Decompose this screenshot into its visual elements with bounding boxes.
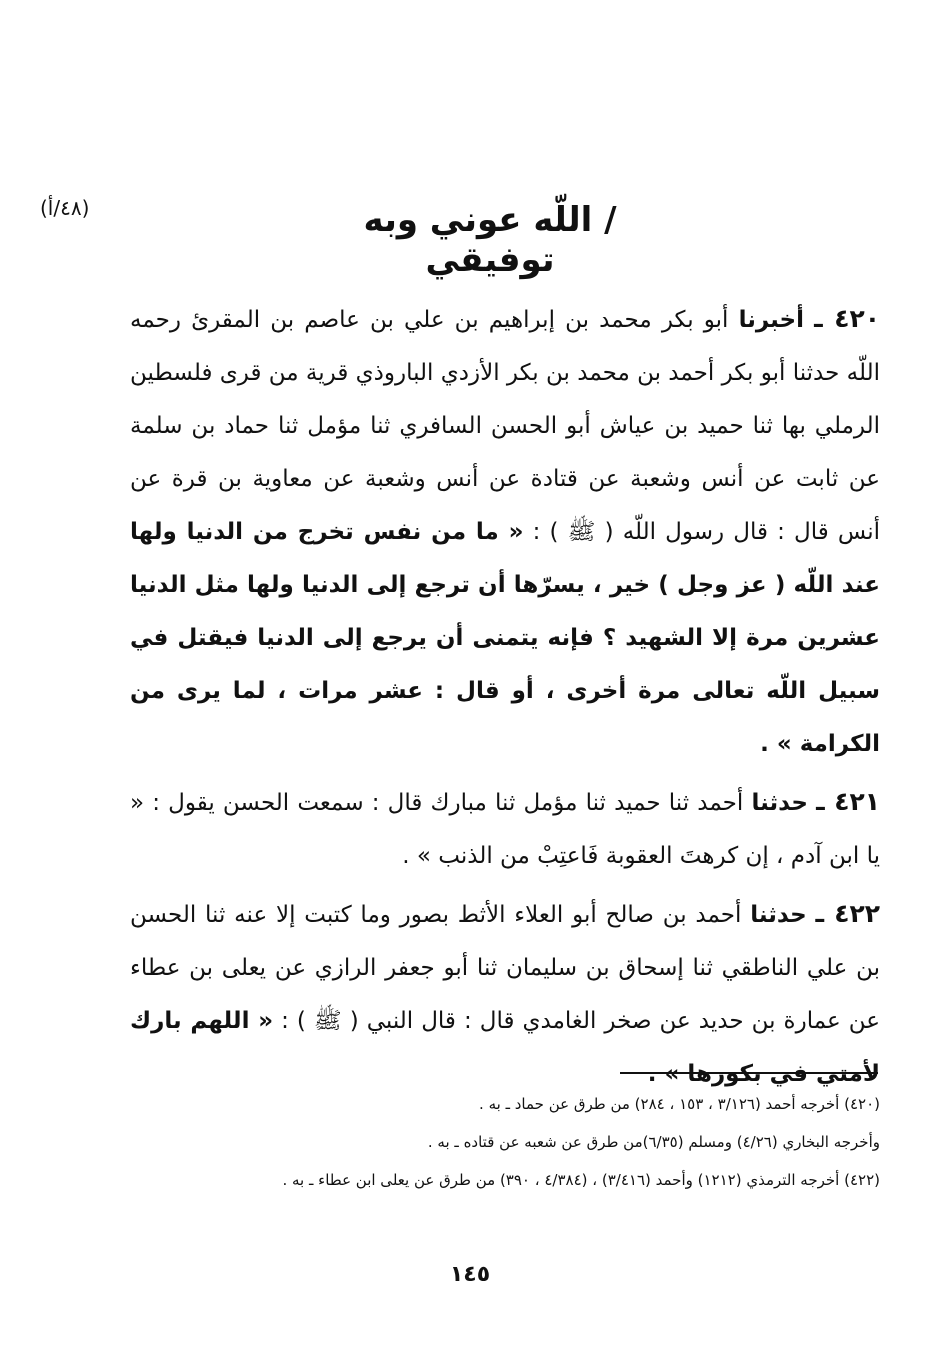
hadith-422 xyxy=(130,887,880,1101)
hadith-number: ٤٢١ ـ xyxy=(816,787,880,816)
hadith-lead-word: حدثنا xyxy=(751,790,808,816)
hadith-isnad: أحمد بن صالح أبو العلاء الأثط بصور وما كتبت إلا عنه ثنا الحسن بن علي الناطقي ثنا إسحاق بن سليمان ثنا أبو جعفر الرازي عن يعلى بن عطاء عن عمارة بن حديد عن صخر الغامدي قال : قال النبي ( ﷺ ) : xyxy=(130,902,881,1034)
manuscript-folio-reference: (٤٨/أ) xyxy=(40,196,90,220)
hadith-isnad: أحمد ثنا حميد ثنا مؤمل ثنا مبارك قال : سمعت الحسن يقول : « يا ابن آدم ، إن كرهتَ العقوبة فَاعتِبْ من الذنب » . xyxy=(130,790,880,869)
hadith-number: ٤٢٢ ـ xyxy=(815,899,880,928)
page-number: ١٤٥ xyxy=(449,1262,491,1287)
footnote-422: (٤٢٢) أخرجه الترمذي (١٢١٢) وأحمد (٣/٤١٦) ، (٤/٣٨٤ ، ٣٩٠) من طرق عن يعلى ابن عطاء ـ به . xyxy=(282,1171,880,1189)
footnote-420: (٤٢٠) أخرجه أحمد (٣/١٢٦ ، ١٥٣ ، ٢٨٤) من طرق عن حماد ـ به . xyxy=(479,1095,880,1113)
hadith-lead-word: حدثنا xyxy=(750,902,807,928)
footnotes xyxy=(130,1085,880,1199)
hadith-lead-word: أخبرنا xyxy=(738,307,805,333)
page-heading: / اللّه عوني وبه توفيقي xyxy=(363,200,617,280)
hadith-body xyxy=(130,292,880,1105)
footnote-420-continued: وأخرجه البخاري (٤/٢٦) ومسلم (٦/٣٥)من طرق عن شعبه عن قتاده ـ به . xyxy=(427,1133,880,1151)
footnote-divider xyxy=(620,1072,878,1074)
hadith-number: ٤٢٠ ـ xyxy=(814,304,881,333)
hadith-420 xyxy=(130,292,880,771)
hadith-matn: « اللهم بارك لأمتي في بكورها » . xyxy=(130,1008,880,1087)
hadith-isnad: أبو بكر محمد بن إبراهيم بن علي بن عاصم بن المقرئ رحمه اللّه حدثنا أبو بكر أحمد بن محمد بن بكر الأزدي الباروذي قرية من قرى فلسطين الرملي بها ثنا حميد بن عياش أبو الحسن السافري ثنا مؤمل ثنا حماد بن سلمة عن ثابت عن أنس وشعبة عن قتادة عن أنس وشعبة عن معاوية بن قرة عن أنس قال : قال رسول اللّه ( ﷺ ) : xyxy=(130,307,881,545)
hadith-421 xyxy=(130,775,880,883)
hadith-matn: « ما من نفس تخرج من الدنيا ولها عند اللّه ( عز وجل ) خير ، يسرّها أن ترجع إلى الدنيا ولها مثل الدنيا عشرين مرة إلا الشهيد ؟ فإنه يتمنى أن يرجع إلى الدنيا فيقتل في سبيل اللّه تعالى مرة أخرى ، أو قال : عشر مرات ، لما يرى من الكرامة » . xyxy=(130,519,880,757)
